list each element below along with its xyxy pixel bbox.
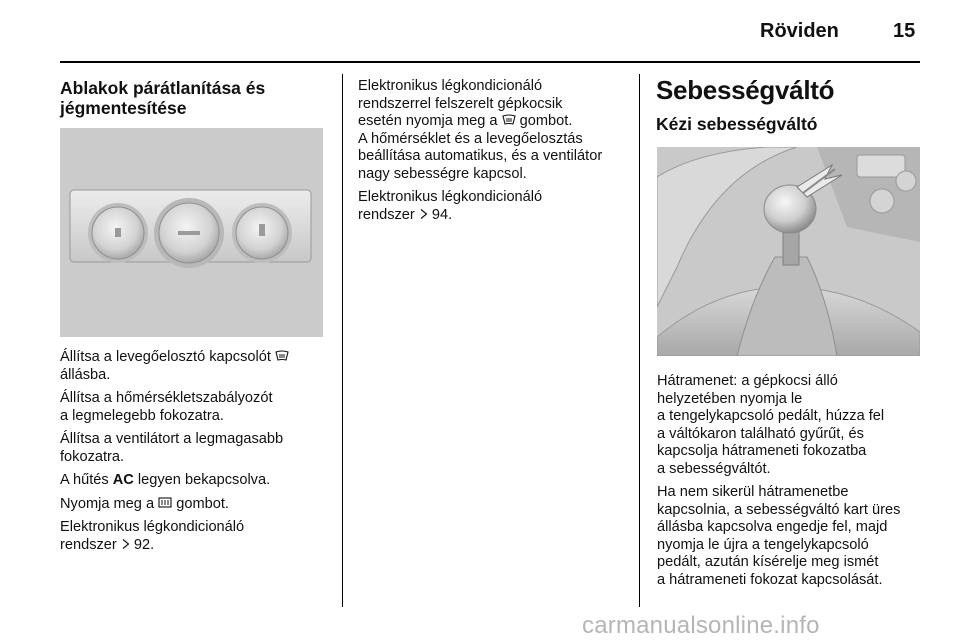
gear-lever-drawing <box>657 147 920 356</box>
page-reference-arrow-icon <box>419 208 428 220</box>
section-heading-defrost: Ablakok párátlanítása és jégmentesítése <box>60 78 266 118</box>
column-divider-right <box>639 74 640 607</box>
section-heading-gearbox: Sebességváltó <box>656 75 835 105</box>
watermark-text: carmanualsonline.info <box>582 612 820 639</box>
climate-control-panel-drawing <box>60 128 323 337</box>
page-header-title: Röviden <box>760 20 839 42</box>
header-rule <box>60 61 920 63</box>
left-column-body <box>60 349 335 560</box>
instruction-fan: Állítsa a ventilátort a legmagasabb fokozatra. <box>60 431 284 465</box>
instruction-air-distribution: Állítsa a levegőelosztó kapcsolót állásba. <box>60 349 335 384</box>
instruction-rear-defrost: Nyomja meg a gombot. <box>60 495 229 512</box>
subheading-manual-gearbox: Kézi sebességváltó <box>656 114 818 134</box>
windscreen-defrost-icon <box>275 350 289 362</box>
reverse-gear-instruction: Hátramenet: a gépkocsi álló helyzetében nyomja le a tengelykapcsoló pedált, húzza fel a váltókaron található gyűrűt, és kapcsolja hátrameneti fokozatba a sebességváltót. <box>657 373 885 477</box>
page-reference-arrow-icon <box>121 538 130 550</box>
instruction-temperature: Állítsa a hőmérsékletszabályozót a legmelegebb fokozatra. <box>60 390 273 424</box>
automatic-climate-text: Elektronikus légkondicionáló rendszerrel felszerelt gépkocsik esetén nyomja meg a gombot. A hőmérséklet és a levegőelosztás beállítása automatikus, és a ventilátor nagy sebességre kapcsol. <box>358 78 603 182</box>
reference-climate-system-left: Elektronikus légkondicionáló rendszer 92. <box>60 519 245 553</box>
climate-control-illustration <box>60 128 323 337</box>
reverse-gear-retry-instruction: Ha nem sikerül hátramenetbe kapcsolnia, a sebességváltó kart üres állásba kapcsolva engedje fel, majd nyomja le újra a tengelykapcsoló pedált, azután kísérelje meg ismét a hátrameneti fokozat kapcsolását. <box>657 484 901 588</box>
instruction-cooling: A hűtés AC legyen bekapcsolva. <box>60 472 271 488</box>
right-column-body <box>657 373 927 595</box>
column-divider-left <box>342 74 343 607</box>
middle-column <box>358 78 630 230</box>
reference-climate-system-middle: Elektronikus légkondicionáló rendszer 94. <box>358 189 543 223</box>
windscreen-defrost-icon <box>502 114 516 126</box>
right-column <box>656 76 926 134</box>
page-number: 15 <box>893 20 916 42</box>
gear-lever-illustration <box>657 147 920 356</box>
ac-label: AC <box>112 472 134 488</box>
rear-window-defrost-icon <box>158 497 172 509</box>
left-column <box>60 78 328 118</box>
